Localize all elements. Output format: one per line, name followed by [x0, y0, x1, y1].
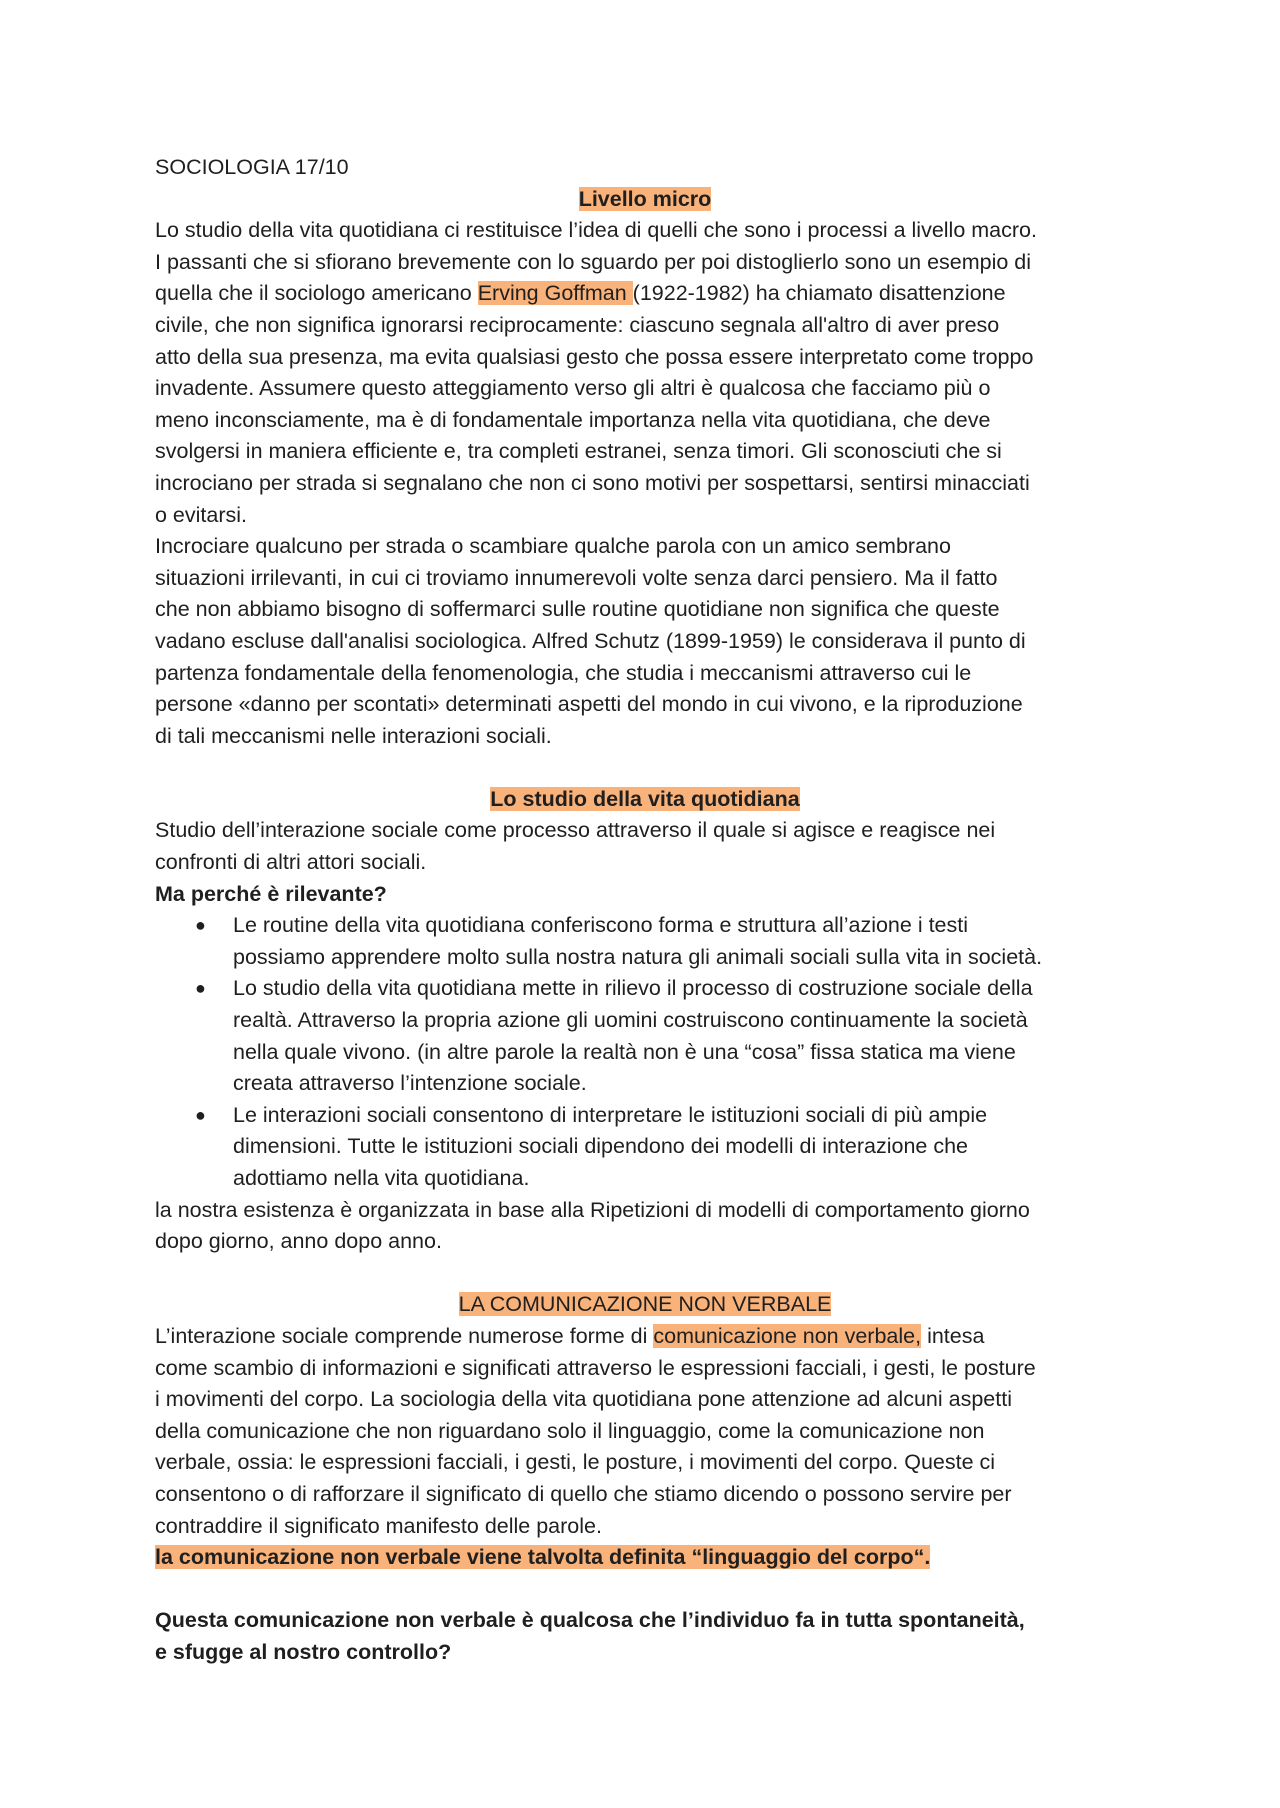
text-fragment: Lo studio della vita quotidiana mette in rilievo il processo di costruzione sociale della [233, 976, 1033, 1001]
text-fragment: Le interazioni sociali consentono di interpretare le istituzioni sociali di più ampie [233, 1102, 988, 1127]
text-line: atto della sua presenza, ma evita qualsiasi gesto che possa essere interpretato come troppo [155, 344, 1034, 369]
text-line [155, 1321, 1135, 1353]
final-question [155, 1605, 1135, 1668]
paragraph-interazione-sociale [155, 815, 1135, 878]
text-line: incrociano per strada si segnalano che non ci sono motivi per sospettarsi, sentirsi minacciati [155, 470, 1030, 495]
text-line: confronti di altri attori sociali. [155, 850, 427, 875]
text-line: Studio dell’interazione sociale come processo attraverso il quale si agisce e reagisce nei [155, 818, 996, 843]
section-title-studio-vita-quotidiana [155, 784, 1135, 816]
text-line: vadano escluse dall'analisi sociologica. Alfred Schutz (1899-1959) le considerava il punto di [155, 628, 1026, 653]
bullet-icon: ● [195, 978, 206, 999]
bullet-icon: ● [195, 915, 206, 936]
bullet-first-line [155, 910, 1135, 942]
section-title-livello-micro [155, 184, 1135, 216]
section-title-text: Lo studio della vita quotidiana [490, 786, 800, 811]
blank-line [155, 1574, 1135, 1606]
text-line: Questa comunicazione non verbale è qualcosa che l’individuo fa in tutta spontaneità, [155, 1608, 1025, 1633]
highlight-linguaggio-del-corpo: la comunicazione non verbale viene talvolta definita “linguaggio del corpo“. [155, 1545, 931, 1570]
blank-line [155, 752, 1135, 784]
text-fragment: quella che il sociologo americano [155, 281, 478, 306]
text-line: come scambio di informazioni e significati attraverso le espressioni facciali, i gesti, le posture [155, 1355, 1036, 1380]
text-fragment: L’interazione sociale comprende numerose forme di [155, 1323, 654, 1348]
text-line: realtà. Attraverso la propria azione gli uomini costruiscono continuamente la società [233, 1008, 1028, 1033]
text-line: la nostra esistenza è organizzata in base alla Ripetizioni di modelli di comportamento giorno [155, 1197, 1030, 1222]
question-heading: Ma perché è rilevante? [155, 881, 387, 906]
text-line: consentono o di rafforzare il significato di quello che stiamo dicendo o possono servire per [155, 1481, 1012, 1506]
blank-line [155, 1258, 1135, 1290]
text-line: I passanti che si sfiorano brevemente con lo sguardo per poi distoglierlo sono un esempio di [155, 249, 1032, 274]
text-line: invadente. Assumere questo atteggiamento verso gli altri è qualcosa che facciamo più o [155, 376, 991, 401]
text-line: o evitarsi. [155, 502, 248, 527]
list-item [155, 910, 1135, 973]
paragraph-schutz [155, 531, 1135, 752]
highlighted-sentence-line [155, 1542, 1135, 1574]
highlight-erving-goffman: Erving Goffman [477, 281, 633, 306]
text-line: nella quale vivono. (in altre parole la realtà non è una “cosa” fissa statica ma viene [233, 1039, 1016, 1064]
text-line: Lo studio della vita quotidiana ci restituisce l’idea di quelli che sono i processi a livello macro. [155, 218, 1037, 243]
text-line: e sfugge al nostro controllo? [155, 1639, 452, 1664]
list-item [155, 973, 1135, 1099]
text-line: dopo giorno, anno dopo anno. [155, 1229, 442, 1254]
paragraph-livello-micro [155, 215, 1135, 531]
text-line: svolgersi in maniera efficiente e, tra completi estranei, senza timori. Gli sconosciuti che si [155, 439, 1002, 464]
text-line [155, 278, 1135, 310]
text-line: verbale, ossia: le espressioni facciali, i gesti, le posture, i movimenti del corpo. Queste ci [155, 1450, 996, 1475]
paragraph-esistenza [155, 1195, 1135, 1258]
text-line: contraddire il significato manifesto delle parole. [155, 1513, 602, 1538]
paragraph-comunicazione [155, 1321, 1135, 1542]
text-line: civile, che non significa ignorarsi reciprocamente: ciascuno segnala all'altro di aver preso [155, 312, 1000, 337]
text-line: situazioni irrilevanti, in cui ci troviamo innumerevoli volte senza darci pensiero. Ma il fatto [155, 565, 998, 590]
section-title-text: Livello micro [578, 186, 712, 211]
text-line: partenza fondamentale della fenomenologia, che studia i meccanismi attraverso cui le [155, 660, 972, 685]
text-line: meno inconsciamente, ma è di fondamentale importanza nella vita quotidiana, che deve [155, 407, 991, 432]
text-line: persone «danno per scontati» determinati aspetti del mondo in cui vivono, e la riproduzione [155, 692, 1023, 717]
document-header: SOCIOLOGIA 17/10 [155, 155, 349, 179]
text-line: dimensioni. Tutte le istituzioni sociali dipendono dei modelli di interazione che [233, 1134, 969, 1159]
text-line: Incrociare qualcuno per strada o scambiare qualche parola con un amico sembrano [155, 534, 951, 559]
text-line: di tali meccanismi nelle interazioni sociali. [155, 723, 552, 748]
section-title-text: LA COMUNICAZIONE NON VERBALE [458, 1292, 832, 1317]
section-title-comunicazione-non-verbale [155, 1289, 1135, 1321]
list-item [155, 1100, 1135, 1195]
bullet-first-line [155, 973, 1135, 1005]
text-line: della comunicazione che non riguardano solo il linguaggio, come la comunicazione non [155, 1418, 985, 1443]
text-line: adottiamo nella vita quotidiana. [233, 1166, 530, 1190]
text-fragment: Le routine della vita quotidiana conferiscono forma e struttura all’azione i testi [233, 913, 968, 938]
bullet-first-line [155, 1100, 1135, 1132]
text-fragment: intesa [921, 1323, 985, 1348]
highlight-comunicazione-non-verbale: comunicazione non verbale, [653, 1323, 922, 1348]
text-line: creata attraverso l’intenzione sociale. [233, 1071, 587, 1096]
bullet-list [155, 910, 1135, 1194]
text-fragment: (1922-1982) ha chiamato disattenzione [632, 281, 1006, 306]
document-body [155, 152, 1135, 1669]
bullet-icon: ● [195, 1104, 206, 1125]
text-line: che non abbiamo bisogno di soffermarci sulle routine quotidiane non significa che queste [155, 597, 1000, 622]
text-line: i movimenti del corpo. La sociologia della vita quotidiana pone attenzione ad alcuni aspetti [155, 1387, 1012, 1412]
text-line: possiamo apprendere molto sulla nostra natura gli animali sociali sulla vita in società. [233, 944, 1043, 969]
